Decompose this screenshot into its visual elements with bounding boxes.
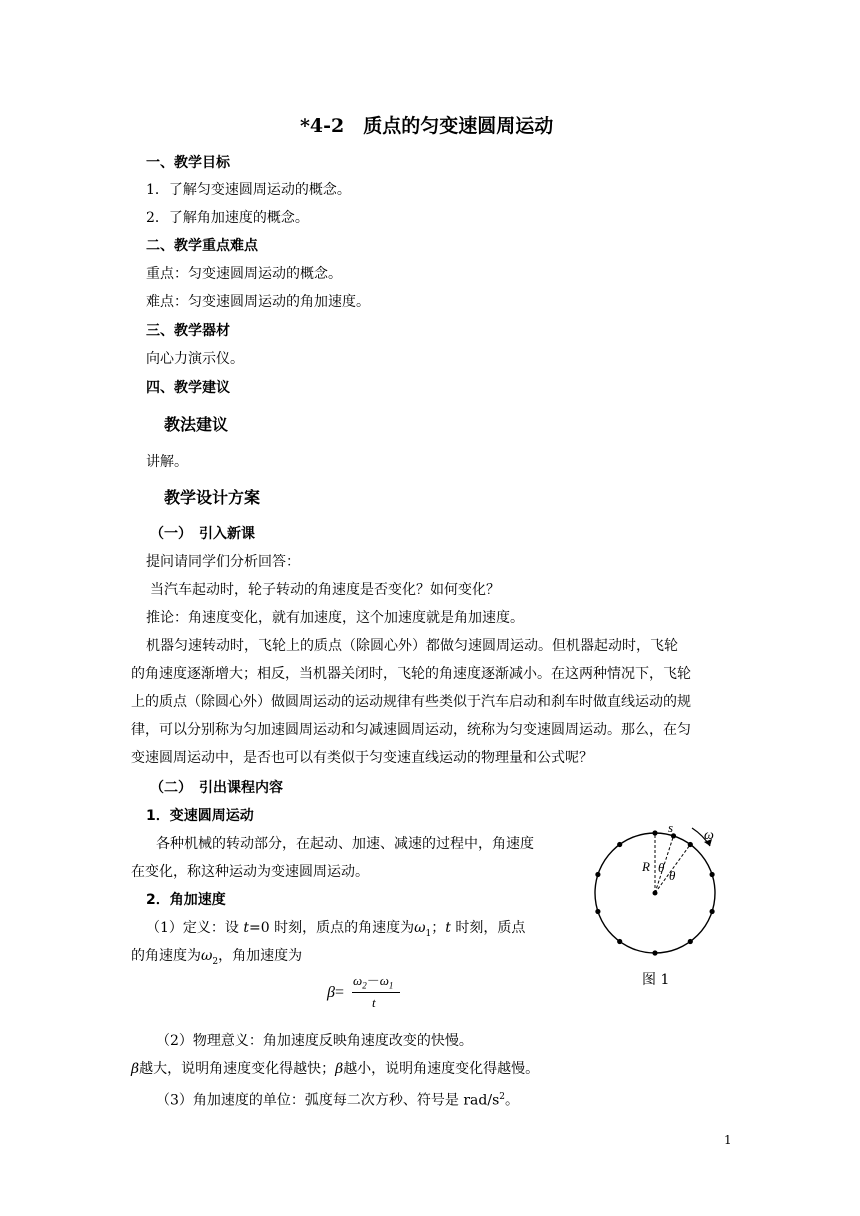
label-theta-1: θ [658, 860, 665, 875]
part1-line-3: 推论：角速度变化，就有加速度，这个加速度就是角加速度。 [146, 610, 524, 626]
formula-beta: β [327, 984, 335, 1001]
goal-item-1: 1．了解匀变速圆周运动的概念。 [146, 182, 351, 198]
label-theta-2: θ [669, 868, 676, 883]
part1-paragraph-line-3: 上的质点（除圆心外）做圆周运动的运动规律有些类似于汽车启动和刹车时做直线运动的规 [131, 694, 691, 710]
circle-point [595, 909, 600, 914]
difficult-point: 难点：匀变速圆周运动的角加速度。 [146, 294, 370, 310]
formula-numerator: $\omega_2-\omega_1$ [353, 973, 394, 991]
circle-point [710, 872, 715, 877]
circle-point [688, 939, 693, 944]
part1-line-1: 提问请同学们分析回答： [146, 554, 300, 570]
part1-heading: （一） 引入新课 [150, 526, 255, 542]
label-R: R [642, 859, 650, 874]
method-text: 讲解。 [146, 454, 188, 470]
section-heading-goals: 一、教学目标 [146, 155, 230, 171]
circle-point [710, 909, 715, 914]
physical-meaning-detail: β越大，说明角速度变化得越快；β越小，说明角速度变化得越慢。 [131, 1061, 540, 1077]
part1-line-2: 当汽车起动时，轮子转动的角速度是否变化？如何变化？ [150, 582, 500, 598]
circle-point [617, 842, 622, 847]
section-heading-suggestions: 四、教学建议 [146, 380, 230, 396]
figure-caption: 图 1 [642, 972, 670, 988]
variable-motion-line-1: 各种机械的转动部分，在起动、加速、减速的过程中，角速度 [156, 836, 534, 852]
circle-point [617, 939, 622, 944]
section-heading-key-points: 二、教学重点难点 [146, 238, 258, 254]
page-number: 1 [724, 1133, 732, 1147]
subheading-angular-acceleration: 2．角加速度 [146, 892, 226, 908]
label-s: s [668, 820, 674, 835]
page-title: *4-2 质点的匀变速圆周运动 [300, 115, 554, 137]
circle-point [652, 950, 657, 955]
variable-motion-line-2: 在变化，称这种运动为变速圆周运动。 [131, 864, 369, 880]
part1-paragraph-line-5: 变速圆周运动中，是否也可以有类似于匀变速直线运动的物理量和公式呢？ [131, 750, 593, 766]
formula-fraction-bar [352, 992, 400, 993]
subheading-variable-circular-motion: 1．变速圆周运动 [146, 808, 254, 824]
label-omega: ω [704, 828, 714, 843]
key-point: 重点：匀变速圆周运动的概念。 [146, 266, 342, 282]
goal-item-2: 2．了解角加速度的概念。 [146, 210, 309, 226]
design-heading: 教学设计方案 [164, 488, 261, 507]
section-heading-equipment: 三、教学器材 [146, 323, 230, 339]
part1-paragraph-line-2: 的角速度逐渐增大；相反，当机器关闭时，飞轮的角速度逐渐减小。在这两种情况下，飞轮 [131, 666, 691, 682]
definition-line-1: （1）定义：设 t=0 时刻，质点的角速度为$\omega_1$；t 时刻，质点 [146, 920, 526, 939]
method-heading: 教法建议 [164, 415, 229, 434]
formula-denominator: t [372, 995, 376, 1010]
definition-line-2: 的角速度为$\omega_2$，角加速度为 [131, 948, 303, 967]
unit-line: （3）角加速度的单位：弧度每二次方秒、符号是 rad/$s^2$。 [156, 1092, 519, 1109]
part2-heading: （二） 引出课程内容 [150, 780, 283, 796]
circular-motion-figure [580, 818, 730, 988]
part1-paragraph-line-1: 机器匀速转动时，飞轮上的质点（除圆心外）都做匀速圆周运动。但机器起动时，飞轮 [146, 638, 678, 654]
physical-meaning: （2）物理意义：角加速度反映角速度改变的快慢。 [156, 1033, 473, 1049]
equipment-text: 向心力演示仪。 [146, 351, 244, 367]
formula-equals: = [334, 984, 344, 1001]
circle-point [595, 872, 600, 877]
part1-paragraph-line-4: 律，可以分别称为匀加速圆周运动和匀减速圆周运动，统称为匀变速圆周运动。那么，在匀 [131, 722, 691, 738]
